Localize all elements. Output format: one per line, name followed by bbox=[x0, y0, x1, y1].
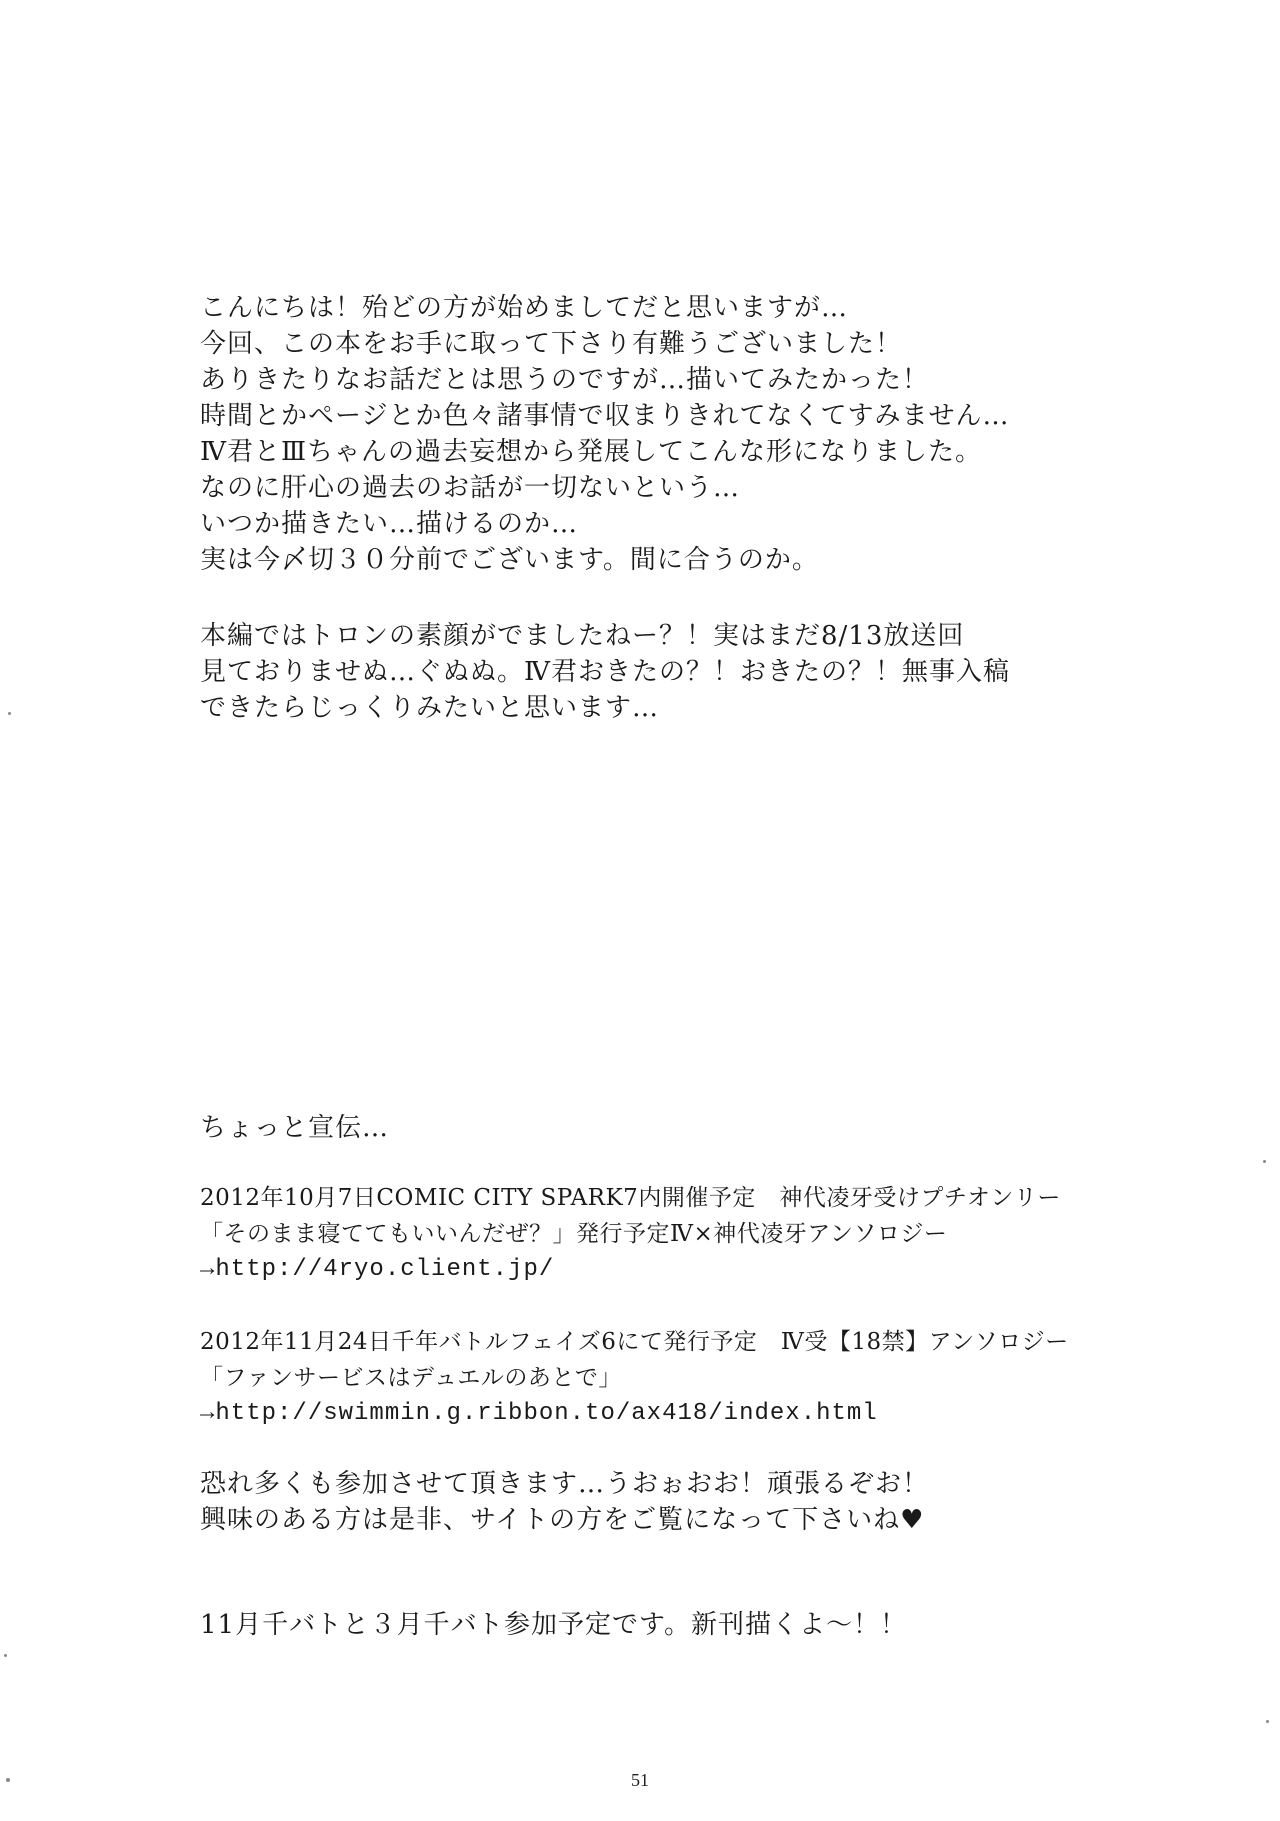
page-number: 51 bbox=[631, 1770, 649, 1790]
intro-line: Ⅳ君とⅢちゃんの過去妄想から発展してこんな形になりました。 bbox=[200, 437, 983, 467]
final-note-text: 11月千バトと３月千バト参加予定です。新刊描くよ～！！ bbox=[200, 1610, 907, 1640]
promo-entry-1-event: 2012年10月7日COMIC CITY SPARK7内開催予定 神代凌牙受けプチオンリー bbox=[200, 1185, 1061, 1211]
news-line: 本編ではトロンの素顔がでましたねー？！実はまだ8/13放送回 bbox=[200, 621, 965, 651]
promo-entry-1 bbox=[200, 1180, 1200, 1288]
intro-line: いつか描きたい…描けるのか… bbox=[200, 509, 579, 539]
closing-paragraph bbox=[200, 1466, 1200, 1538]
news-paragraph bbox=[200, 618, 1200, 726]
news-line: できたらじっくりみたいと思います… bbox=[200, 693, 660, 723]
promo-entry-2 bbox=[200, 1324, 1200, 1432]
scan-speck bbox=[1266, 1720, 1269, 1723]
promo-heading-text: ちょっと宣伝… bbox=[200, 1113, 390, 1143]
scan-speck bbox=[4, 1654, 7, 1657]
scan-speck bbox=[1263, 1160, 1266, 1163]
closing-line: 興味のある方は是非、サイトの方をご覧になって下さいね♥ bbox=[200, 1505, 925, 1535]
promo-entry-1-url[interactable]: →http://4ryo.client.jp/ bbox=[200, 1256, 555, 1283]
news-line: 見ておりませぬ…ぐぬぬ。Ⅳ君おきたの？！おきたの？！無事入稿 bbox=[200, 657, 1010, 687]
intro-paragraph bbox=[200, 290, 1200, 578]
scan-speck bbox=[6, 1778, 10, 1782]
intro-line: 実は今〆切３０分前でございます。間に合うのか。 bbox=[200, 545, 819, 575]
closing-line: 恐れ多くも参加させて頂きます…うおぉおお！頑張るぞお！ bbox=[200, 1469, 930, 1499]
promo-entry-2-event: 2012年11月24日千年バトルフェイズ6にて発行予定 Ⅳ受【18禁】アンソロジー bbox=[200, 1329, 1069, 1355]
final-note bbox=[200, 1607, 1200, 1643]
intro-line: なのに肝心の過去のお話が一切ないという… bbox=[200, 473, 741, 503]
intro-line: 今回、この本をお手に取って下さり有難うございました！ bbox=[200, 329, 903, 359]
promo-entry-2-url[interactable]: →http://swimmin.g.ribbon.to/ax418/index.html bbox=[200, 1400, 878, 1427]
intro-line: ありきたりなお話だとは思うのですが…描いてみたかった！ bbox=[200, 365, 930, 395]
promo-entry-1-title: 「そのまま寝ててもいいんだぜ？」発行予定Ⅳ×神代凌牙アンソロジー bbox=[200, 1221, 948, 1247]
promo-entry-2-title: 「ファンサービスはデュエルのあとで」 bbox=[200, 1365, 622, 1391]
intro-line: こんにちは！殆どの方が始めましてだと思いますが… bbox=[200, 293, 849, 323]
promo-heading bbox=[200, 1110, 1200, 1146]
scan-speck bbox=[8, 712, 11, 715]
intro-line: 時間とかページとか色々諸事情で収まりきれてなくてすみません… bbox=[200, 401, 1010, 431]
